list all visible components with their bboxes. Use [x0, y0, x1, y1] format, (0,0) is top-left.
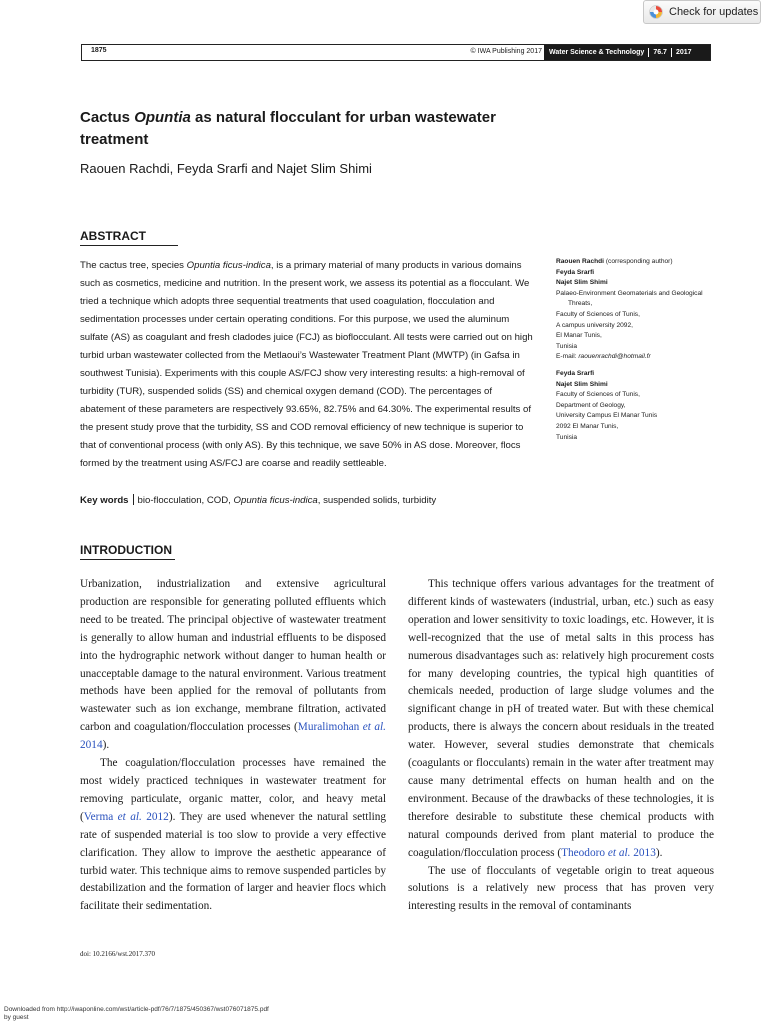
body-text: ).: [102, 739, 110, 752]
body-text: This technique offers various advantages for the treatment of different kinds of wastewaters (industrial, urban, etc.) such as easy operation and lower sensitivity to toxic loadings, etc. However, it is well-recognized that the use of metal salts in this process has numerous disadvantages such as: relatively high procurement costs for many developing countries, the typical high quantities of chemicals needed, production of large sludge volumes and the significant change in pH of treated water. But with these chemical products, there is always the concern about residuals in the treated water. However, several studies demonstrate that chemicals (coagulants or flocculants) remain in the water after treatment may cause many detrimental effects on human health and on the environment. Because of the drawbacks of these technologies, it is therefore desirable to substitute these chemical products with natural compounds derived from plant material to produce the coagulation/flocculation process (: [408, 578, 714, 859]
citation-year: 2012: [141, 810, 169, 823]
author-name: Feyda Srarfi: [556, 268, 595, 276]
download-url[interactable]: Downloaded from http://iwaponline.com/wst/article-pdf/76/7/1875/450367/wst076071875.pdf: [4, 1006, 269, 1013]
journal-volume: 76.7: [653, 49, 667, 56]
body-text: The use of flocculants of vegetable origin to treat aqueous solutions is a relatively new process that has proven very interesting results in the removal of contaminants: [408, 864, 714, 913]
citation-year: 2013: [630, 846, 656, 859]
check-for-updates-button[interactable]: [643, 0, 761, 24]
abstract-body: [80, 257, 535, 473]
corresponding-note: (corresponding author): [604, 258, 673, 265]
body-text: ). They are used whenever the natural settling rate of suspended material is too slow to provide a very effective clarification. They allow to improve the aesthetic appearance of turbid water. This technique aims to remove suspended particles by destabilization and the formation of larger and heavier flocs which facilitate their sedimentation.: [80, 810, 387, 913]
species-name: Opuntia ficus-indica: [186, 260, 271, 271]
citation-etal: et al.: [607, 846, 631, 859]
check-updates-label: Check for updates: [669, 6, 759, 18]
author-list: Raouen Rachdi, Feyda Srarfi and Najet Slim Shimi: [80, 161, 372, 176]
journal-name: Water Science & Technology: [549, 49, 645, 56]
affiliation-line: A campus university 2092,: [556, 321, 633, 329]
title-text: as natural flocculant for urban wastewater treatment: [80, 109, 496, 148]
download-footer: [4, 1006, 269, 1022]
affiliation-line: 2092 El Manar Tunis,: [556, 422, 619, 430]
email-label: E-mail:: [556, 353, 579, 361]
author-name: Najet Slim Shimi: [556, 279, 608, 287]
keywords: [80, 494, 540, 506]
affiliation-line: Tunisia: [556, 433, 578, 441]
journal-year: 2017: [675, 49, 692, 56]
abstract-text: , is a primary material of many products in various domains such as cosmetics, medicine and nutrition. In the present work, we assess its potential as a flocculant. We tried a technique which adopts three sequential treatments that used coagulation, flocculation and sedimentation processes under certain operating conditions. For this purpose, we used the aluminum sulfate (AS) as coagulant and fresh cladodes juice (FCJ) as bioflocculant. All tests were carried out on high turbid urban wastewater collected from the Metlaoui’s Wastewater Treatment Plant (MWTP) (in Gafsa in southwest Tunisia). Experiments with this couple AS/FCJ show very interesting results: a high-removal of turbidity (TUR), suspended solids (SS) and chemical oxygen demand (COD). The percentages of abatement of these parameters are respectively 93.65%, 82.75% and 64.30%. The experimental results of the present study prove that the turbidity, SS and COD removal efficiency of new technique is superior to that of conventional process (with only AS). By this technique, we save 50% in AS dose. Moreover, flocs formed by the treatment using AS/FCJ are coarse and readily settleable.: [80, 260, 533, 469]
body-text: The coagulation/flocculation processes have remained the most widely practiced techniques in wastewater treatment for removing particulate, organic matter, color, and heavy metal (: [80, 757, 386, 823]
author-name: Raouen Rachdi: [556, 258, 604, 265]
citation-link[interactable]: [561, 847, 656, 859]
keywords-text: , suspended solids, turbidity: [317, 495, 437, 506]
citation-author: Theodoro: [561, 846, 608, 859]
title-italic: Opuntia: [134, 109, 191, 126]
citation-author: Muralimohan: [297, 721, 363, 734]
keywords-divider: [133, 494, 134, 505]
body-text: Urbanization, industrialization and extensive agricultural production are responsible for generating polluted effluents which need to be treated. The principal objective of wastewater treatment is generally to allow human and industrial effluents to be disposed into the hydrographic network without danger to human health or unacceptable damage to the natural environment. Various treatment methods have been applied for the removal of pollutants from wastewater such as ion exchange, membrane filtration, activated carbon and coagulation/flocculation processes (: [80, 578, 386, 734]
affiliation-line: Threats,: [568, 300, 593, 308]
citation-etal: et al.: [117, 810, 142, 823]
separator: [648, 48, 649, 57]
affiliation-line: Faculty of Sciences of Tunis,: [556, 391, 640, 399]
introduction-heading: INTRODUCTION: [80, 543, 175, 560]
body-text: ).: [655, 846, 663, 859]
publisher-line: © IWA Publishing 2017: [470, 48, 542, 55]
email-link[interactable]: raouenrachdi@hotmail.fr: [578, 353, 651, 361]
doi-line: doi: 10.2166/wst.2017.370: [80, 950, 156, 958]
affiliation-block-1: [556, 257, 716, 363]
keywords-italic: Opuntia ficus-indica: [233, 495, 318, 506]
affiliation-line: Tunisia: [556, 342, 578, 350]
affiliation-line: University Campus El Manar Tunis: [556, 412, 658, 420]
affiliation-line: Faculty of Sciences of Tunis,: [556, 310, 640, 318]
column-left: [80, 576, 386, 916]
keywords-text: bio-flocculation, COD,: [137, 495, 234, 506]
affiliation-block-2: [556, 369, 716, 443]
journal-header: [81, 44, 711, 61]
citation-author: Verma: [83, 810, 118, 823]
citation-etal: et al.: [362, 721, 386, 734]
check-updates-icon: [649, 5, 663, 19]
keywords-label: Key words: [80, 495, 129, 506]
article-title: [80, 107, 520, 151]
affiliation-line: Department of Geology,: [556, 401, 626, 409]
download-note: by guest: [4, 1014, 29, 1021]
author-name: Najet Slim Shimi: [556, 380, 608, 388]
title-text: Cactus: [80, 109, 135, 126]
citation-link[interactable]: [84, 811, 169, 823]
affiliation-line: El Manar Tunis,: [556, 332, 602, 340]
journal-banner: [544, 45, 710, 60]
author-name: Feyda Srarfi: [556, 370, 595, 377]
affiliation-line: Palaeo-Environment Geomaterials and Geological: [556, 289, 703, 297]
citation-year: 2014: [80, 739, 103, 752]
page-number: 1875: [91, 47, 107, 54]
abstract-text: The cactus tree, species: [80, 260, 187, 271]
separator: [671, 48, 672, 57]
abstract-heading: ABSTRACT: [80, 229, 178, 246]
column-right: [408, 576, 714, 916]
